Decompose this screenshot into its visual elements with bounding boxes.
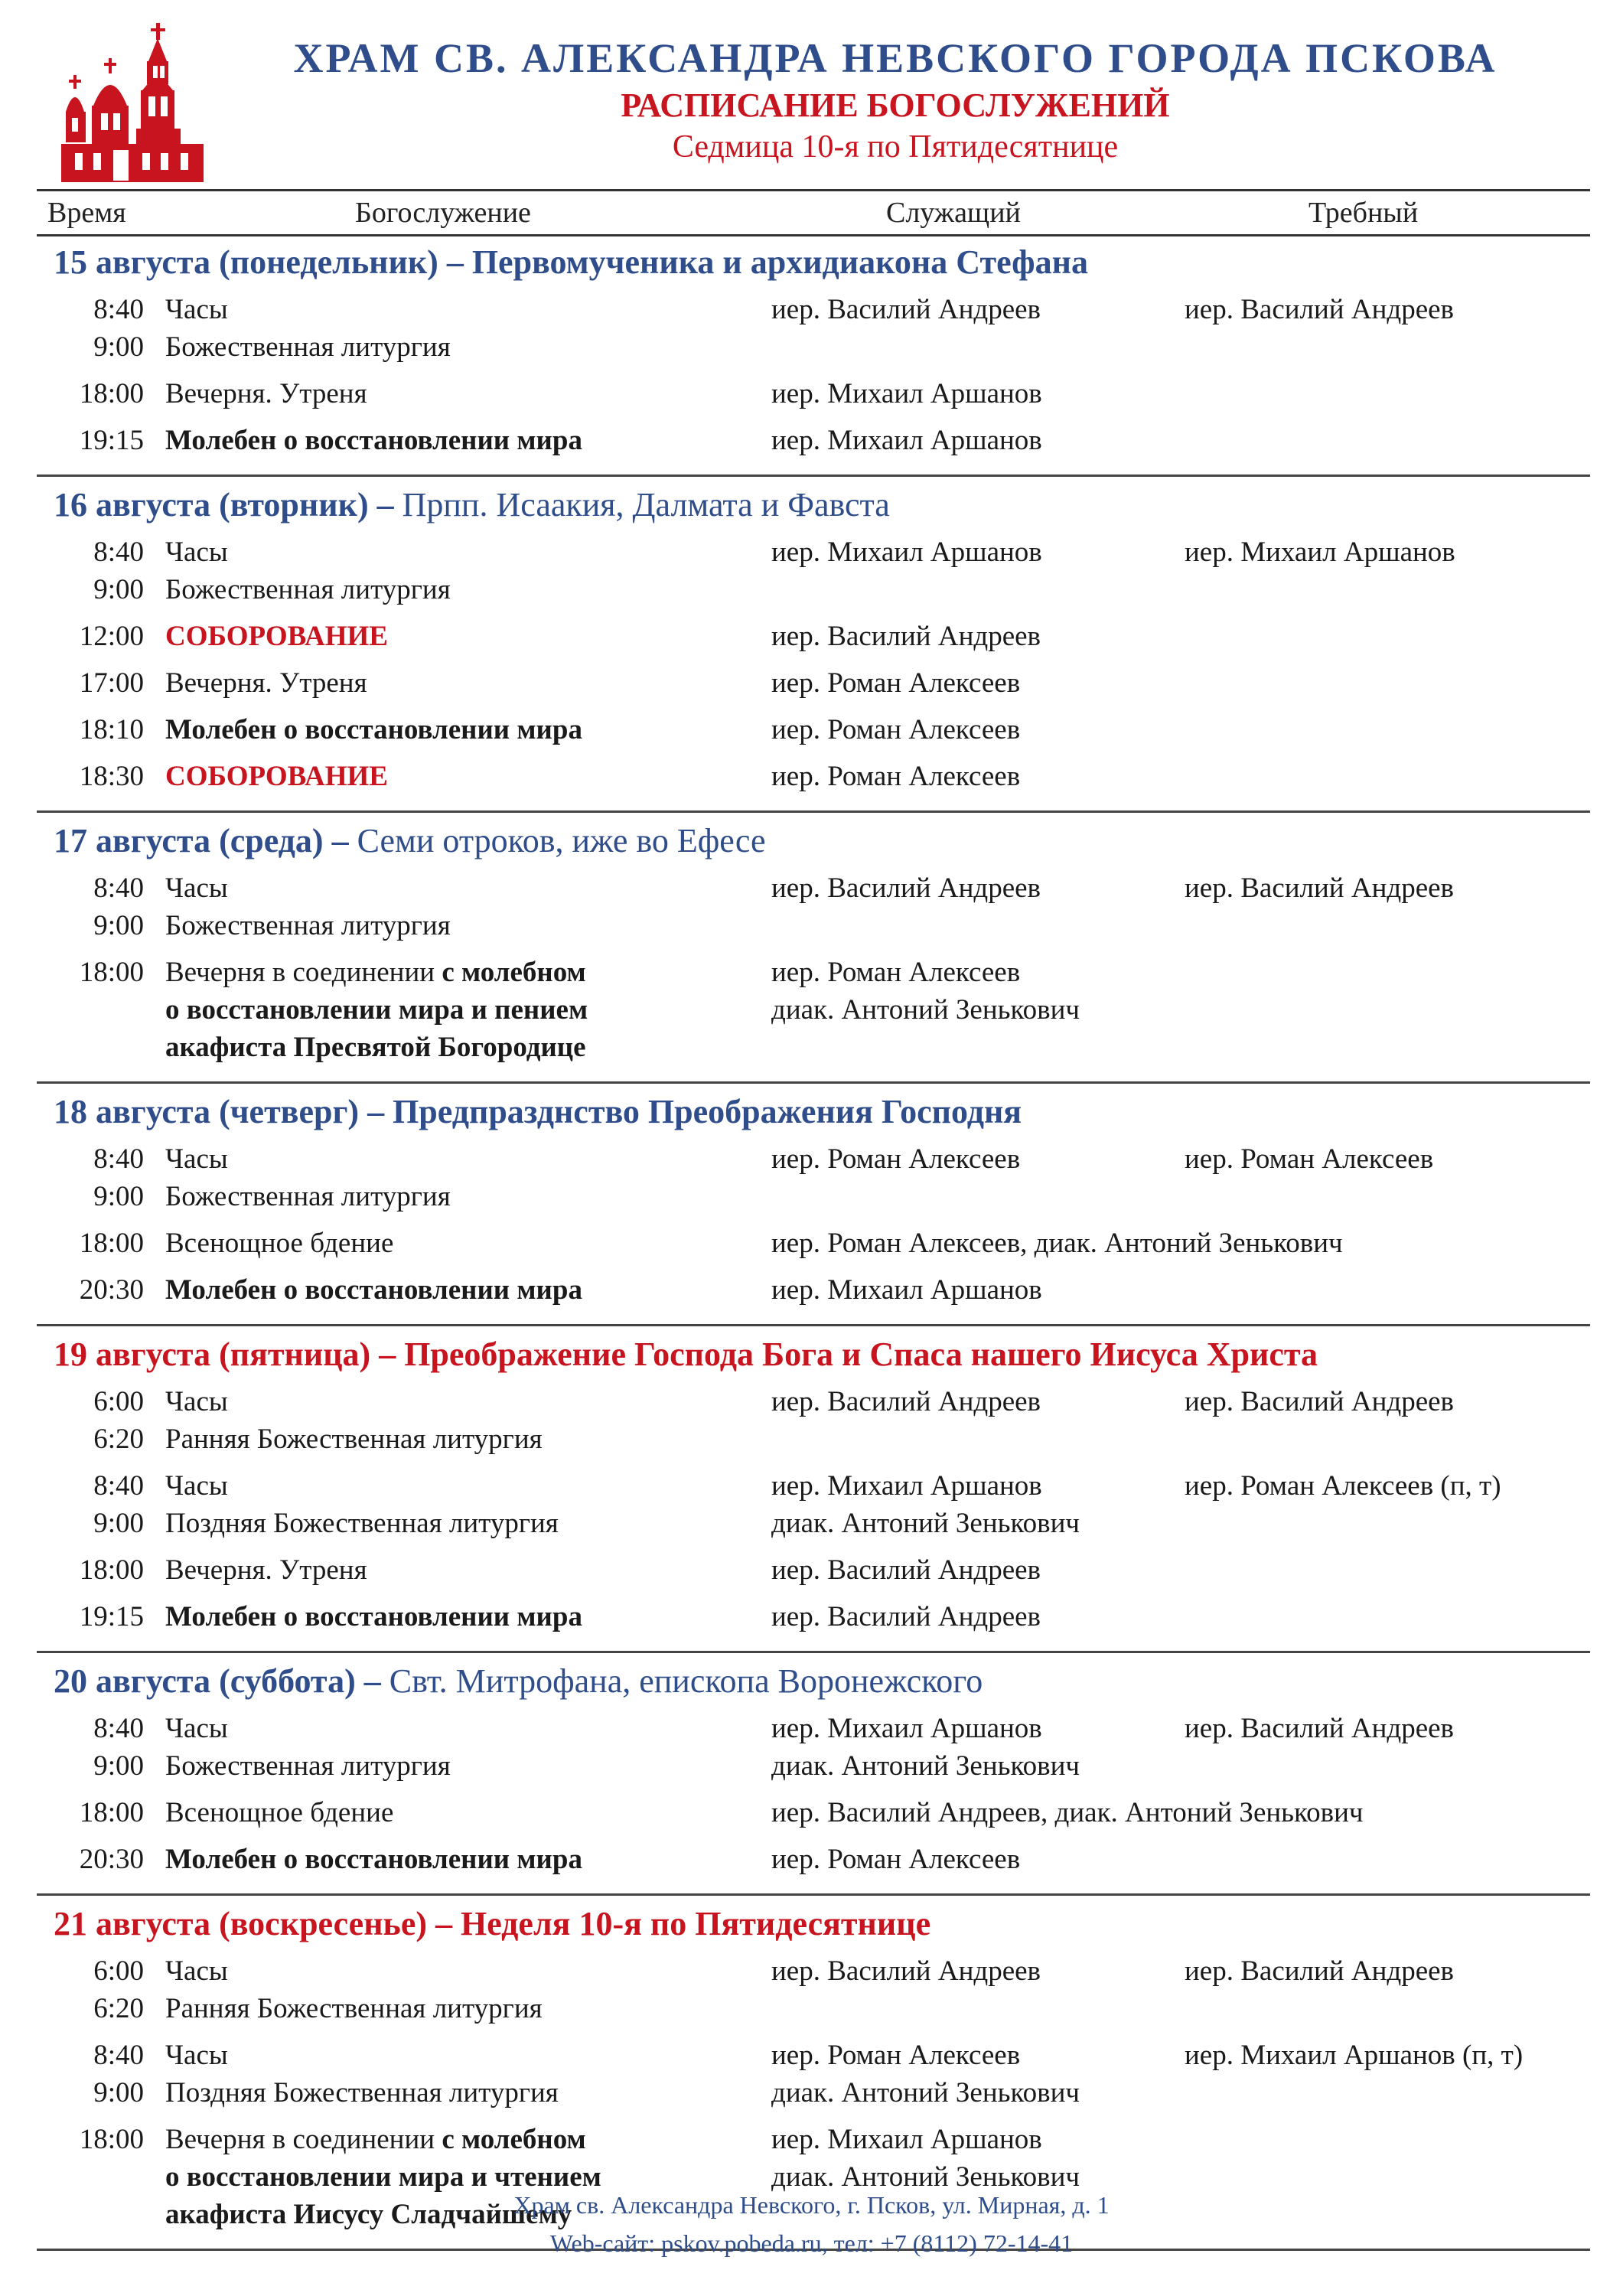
service-name (165, 1747, 451, 1785)
service-name-text: Поздняя Божественная литургия (165, 2077, 559, 2108)
service-entry (37, 869, 1590, 944)
day-section (37, 813, 1590, 1084)
service-line (37, 954, 1590, 991)
day-title (37, 1653, 1590, 1708)
requiem-priest: иер. Роман Алексеев (1185, 1143, 1434, 1175)
day-title (37, 477, 1590, 532)
service-time: 8:40 (93, 872, 144, 904)
service-entry (37, 1467, 1590, 1542)
service-time: 20:30 (79, 1844, 144, 1875)
service-entry (37, 1710, 1590, 1785)
service-name (165, 2037, 228, 2074)
service-name (165, 1029, 586, 1066)
service-line (37, 1271, 1590, 1309)
day-title (37, 1896, 1590, 1951)
service-line (37, 571, 1590, 608)
requiem-priest: иер. Михаил Аршанов (1185, 536, 1455, 568)
service-name-text: Вечерня. Утреня (165, 378, 367, 409)
service-name-text: Молебен о восстановлении мира (165, 714, 582, 745)
celebrant-name: иер. Роман Алексеев (771, 957, 1021, 988)
service-time: 18:00 (79, 1554, 144, 1586)
service-name-text: Ранняя Божественная литургия (165, 1993, 543, 2024)
service-name (165, 1551, 367, 1589)
service-line (37, 1140, 1590, 1178)
day-date: 16 августа (вторник) (54, 486, 369, 523)
service-name (165, 1952, 228, 1990)
celebrant-name: диак. Антоний Зенькович (771, 1508, 1080, 1539)
service-time: 9:00 (93, 910, 144, 941)
service-name (165, 2121, 586, 2158)
service-line (37, 1747, 1590, 1785)
requiem-priest: иер. Роман Алексеев (п, т) (1185, 1470, 1501, 1502)
service-name-text: СОБОРОВАНИЕ (165, 761, 388, 792)
service-entry (37, 1952, 1590, 2027)
service-entry (37, 1551, 1590, 1589)
day-dash: – (427, 1905, 461, 1942)
service-time: 18:00 (79, 1797, 144, 1828)
service-name (165, 758, 388, 795)
service-name-text: Часы (165, 536, 228, 568)
service-name (165, 1383, 228, 1420)
service-name-text: Вечерня. Утреня (165, 1554, 367, 1586)
service-name-text: Божественная литургия (165, 910, 451, 941)
service-entry (37, 711, 1590, 748)
service-time: 18:00 (79, 378, 144, 409)
service-entry (37, 1841, 1590, 1878)
celebrant-name: иер. Василий Андреев (771, 621, 1041, 652)
service-name (165, 1225, 393, 1262)
day-feast: Неделя 10-я по Пятидесятнице (461, 1905, 931, 1942)
service-time: 18:00 (79, 2124, 144, 2155)
service-name-text: Часы (165, 872, 228, 904)
service-name (165, 571, 451, 608)
service-time: 18:00 (79, 1228, 144, 1259)
celebrant-name: иер. Василий Андреев (771, 1554, 1041, 1586)
service-name-text: Божественная литургия (165, 1750, 451, 1782)
service-name-text: Всенощное бдение (165, 1797, 394, 1828)
celebrant-name: иер. Роман Алексеев (771, 2040, 1021, 2071)
service-name (165, 1505, 559, 1542)
service-line (37, 1383, 1590, 1420)
week-title: Седмица 10-я по Пятидесятнице (672, 129, 1119, 165)
day-section (37, 234, 1590, 477)
service-time: 12:00 (79, 621, 144, 652)
day-dash: – (359, 1093, 393, 1130)
day-title (37, 813, 1590, 868)
service-line (37, 1467, 1590, 1505)
day-date: 15 августа (понедельник) (54, 243, 438, 281)
day-date: 19 августа (пятница) (54, 1336, 371, 1373)
service-name (165, 1990, 543, 2027)
service-name-bold: с молебном (442, 957, 586, 988)
service-entry (37, 422, 1590, 459)
service-time: 8:40 (93, 1713, 144, 1744)
service-name (165, 533, 228, 571)
celebrant-name: иер. Михаил Аршанов (771, 1274, 1042, 1306)
service-time: 17:00 (79, 667, 144, 699)
service-time: 8:40 (93, 1143, 144, 1175)
service-name-text: Часы (165, 294, 228, 325)
day-feast: Первомученика и архидиакона Стефана (471, 243, 1088, 281)
celebrant-name: иер. Михаил Аршанов (771, 1470, 1042, 1502)
service-line (37, 1710, 1590, 1747)
column-header-service: Богослужение (355, 197, 531, 229)
service-name (165, 664, 367, 702)
requiem-priest: иер. Михаил Аршанов (п, т) (1185, 2040, 1524, 2071)
celebrant-name: иер. Роман Алексеев (771, 761, 1021, 792)
service-time: 6:00 (93, 1955, 144, 1987)
service-name (165, 1140, 228, 1178)
service-name (165, 1178, 451, 1215)
service-time: 6:20 (93, 1424, 144, 1455)
service-entry (37, 1794, 1590, 1831)
service-line (37, 758, 1590, 795)
service-time: 8:40 (93, 536, 144, 568)
celebrant-name: диак. Антоний Зенькович (771, 1750, 1080, 1782)
day-date: 17 августа (среда) (54, 822, 324, 859)
service-line (37, 1952, 1590, 1990)
service-name (165, 954, 586, 991)
service-time: 9:00 (93, 574, 144, 605)
service-name-text: Всенощное бдение (165, 1228, 394, 1259)
service-line (37, 422, 1590, 459)
service-line (37, 1225, 1590, 1262)
service-line (37, 2037, 1590, 2074)
requiem-priest: иер. Василий Андреев (1185, 294, 1455, 325)
service-line (37, 618, 1590, 655)
service-line (37, 291, 1590, 328)
service-name (165, 1710, 228, 1747)
service-time: 20:30 (79, 1274, 144, 1306)
column-header-time: Время (47, 197, 126, 229)
service-name-text: Божественная литургия (165, 331, 451, 363)
service-name-text: Часы (165, 1955, 228, 1987)
day-dash: – (368, 486, 402, 523)
day-dash: – (370, 1336, 405, 1373)
celebrant-name: иер. Михаил Аршанов (771, 425, 1042, 456)
service-name-bold: о восстановлении мира и чтением (165, 2161, 601, 2193)
service-time: 8:40 (93, 2040, 144, 2071)
service-line (37, 1794, 1590, 1831)
day-section (37, 477, 1590, 813)
service-entry (37, 375, 1590, 413)
service-name-bold: с молебном (442, 2124, 586, 2155)
service-line (37, 2121, 1590, 2158)
requiem-priest: иер. Василий Андреев (1185, 1386, 1455, 1417)
service-entry (37, 1383, 1590, 1458)
service-name (165, 869, 228, 907)
service-name-text: Молебен о восстановлении мира (165, 1844, 582, 1875)
day-title (37, 234, 1590, 289)
celebrant-name: иер. Василий Андреев (771, 1601, 1041, 1632)
service-entry (37, 1598, 1590, 1636)
service-line (37, 375, 1590, 413)
day-date: 21 августа (воскресенье) (54, 1905, 427, 1942)
service-time: 6:00 (93, 1386, 144, 1417)
service-name (165, 1794, 393, 1831)
service-name-bold: акафиста Пресвятой Богородице (165, 1032, 586, 1063)
service-line (37, 1990, 1590, 2027)
celebrant-name: иер. Роман Алексеев (771, 714, 1021, 745)
celebrant-name: иер. Василий Андреев (771, 1955, 1041, 1987)
day-feast: Прпп. Исаакия, Далмата и Фавста (402, 486, 890, 523)
service-line (37, 711, 1590, 748)
service-time: 6:20 (93, 1993, 144, 2024)
service-line (37, 328, 1590, 366)
service-name (165, 375, 367, 413)
celebrant-name: иер. Василий Андреев (771, 1386, 1041, 1417)
celebrant-name: иер. Михаил Аршанов (771, 536, 1042, 568)
celebrant-name: иер. Михаил Аршанов (771, 2124, 1042, 2155)
service-line (37, 1505, 1590, 1542)
service-name (165, 991, 588, 1029)
church-name: ХРАМ СВ. АЛЕКСАНДРА НЕВСКОГО ГОРОДА ПСКОВА (293, 35, 1498, 81)
requiem-priest: иер. Василий Андреев (1185, 1955, 1455, 1987)
celebrant-name: иер. Василий Андреев (771, 294, 1041, 325)
service-entry (37, 1140, 1590, 1215)
service-line (37, 2074, 1590, 2112)
day-title (37, 1084, 1590, 1139)
service-time: 9:00 (93, 1508, 144, 1539)
service-time: 9:00 (93, 1181, 144, 1212)
service-name-text: Божественная литургия (165, 1181, 451, 1212)
service-name (165, 907, 451, 944)
service-name-text: Часы (165, 1386, 228, 1417)
service-line (37, 1598, 1590, 1636)
column-header-requiem: Требный (1309, 197, 1419, 229)
service-line (37, 991, 1590, 1029)
service-line (37, 869, 1590, 907)
service-entry (37, 954, 1590, 1066)
service-time: 18:30 (79, 761, 144, 792)
schedule-table (37, 234, 1590, 2251)
service-name-text: Часы (165, 1470, 228, 1502)
service-name (165, 1467, 228, 1505)
service-time: 9:00 (93, 1750, 144, 1782)
service-name (165, 328, 451, 366)
requiem-priest: иер. Василий Андреев (1185, 872, 1455, 904)
service-time: 8:40 (93, 294, 144, 325)
day-feast: Преображение Господа Бога и Спаса нашего Иисуса Христа (404, 1336, 1318, 1373)
service-name-text: Часы (165, 2040, 228, 2071)
service-line (37, 1029, 1590, 1066)
church-logo-icon (60, 21, 205, 184)
service-name-text: Ранняя Божественная литургия (165, 1424, 543, 1455)
service-name (165, 291, 228, 328)
day-date: 20 августа (суббота) (54, 1662, 356, 1700)
service-name-bold: о восстановлении мира и пением (165, 994, 588, 1026)
column-headers (37, 189, 1590, 236)
celebrant-name: иер. Михаил Аршанов (771, 1713, 1042, 1744)
celebrant-name: иер. Роман Алексеев (771, 1143, 1021, 1175)
service-name-text: Вечерня в соединении (165, 2124, 442, 2155)
service-name-text: Поздняя Божественная литургия (165, 1508, 559, 1539)
service-entry (37, 758, 1590, 795)
service-line (37, 664, 1590, 702)
service-name (165, 2074, 559, 2112)
day-dash: – (323, 822, 357, 859)
title-block (214, 34, 1576, 167)
celebrant-name: иер. Роман Алексеев, диак. Антоний Зенькович (771, 1228, 1343, 1259)
service-entry (37, 533, 1590, 608)
service-entry (37, 1225, 1590, 1262)
service-name (165, 422, 582, 459)
service-time: 18:10 (79, 714, 144, 745)
page-footer (0, 2186, 1623, 2262)
service-name (165, 1598, 582, 1636)
service-line (37, 1178, 1590, 1215)
service-name-text: Часы (165, 1713, 228, 1744)
celebrant-name: иер. Михаил Аршанов (771, 378, 1042, 409)
service-entry (37, 1271, 1590, 1309)
service-name (165, 1841, 582, 1878)
day-section (37, 1326, 1590, 1653)
column-header-celebrant: Служащий (886, 197, 1021, 229)
day-feast: Предпразднство Преображения Господня (393, 1093, 1022, 1130)
celebrant-name: иер. Василий Андреев (771, 872, 1041, 904)
service-time: 19:15 (79, 1601, 144, 1632)
day-section (37, 1653, 1590, 1896)
service-name (165, 618, 388, 655)
service-name-text: Часы (165, 1143, 228, 1175)
celebrant-name: диак. Антоний Зенькович (771, 994, 1080, 1026)
celebrant-name: иер. Роман Алексеев (771, 1844, 1021, 1875)
day-feast: Семи отроков, иже во Ефесе (357, 822, 766, 859)
day-date: 18 августа (четверг) (54, 1093, 360, 1130)
service-entry (37, 664, 1590, 702)
service-name-text: СОБОРОВАНИЕ (165, 621, 388, 652)
service-name-text: Молебен о восстановлении мира (165, 1601, 582, 1632)
service-time: 18:00 (79, 957, 144, 988)
day-section (37, 1084, 1590, 1326)
service-line (37, 533, 1590, 571)
service-line (37, 1551, 1590, 1589)
service-entry (37, 618, 1590, 655)
service-time: 9:00 (93, 2077, 144, 2108)
footer-contacts: Web-сайт: pskov.pobeda.ru, тел: +7 (8112) 72-14-41 (549, 2229, 1074, 2257)
day-dash: – (438, 243, 472, 281)
service-name (165, 1420, 543, 1458)
service-entry (37, 291, 1590, 366)
day-dash: – (355, 1662, 389, 1700)
service-line (37, 1841, 1590, 1878)
service-name-text: Молебен о восстановлении мира (165, 1274, 582, 1306)
day-title (37, 1326, 1590, 1381)
service-name (165, 711, 582, 748)
celebrant-name: диак. Антоний Зенькович (771, 2077, 1080, 2108)
celebrant-name: диак. Антоний Зенькович (771, 2161, 1080, 2193)
celebrant-name: иер. Василий Андреев, диак. Антоний Зенькович (771, 1797, 1364, 1828)
requiem-priest: иер. Василий Андреев (1185, 1713, 1455, 1744)
page-header (0, 0, 1623, 188)
service-time: 19:15 (79, 425, 144, 456)
service-name-text: Молебен о восстановлении мира (165, 425, 582, 456)
service-line (37, 907, 1590, 944)
day-feast: Свт. Митрофана, епископа Воронежского (389, 1662, 983, 1700)
service-line (37, 1420, 1590, 1458)
service-entry (37, 2037, 1590, 2112)
service-name-bold: акафиста Иисусу Сладчайшему (165, 2199, 572, 2230)
celebrant-name: иер. Роман Алексеев (771, 667, 1021, 699)
service-time: 9:00 (93, 331, 144, 363)
service-name-text: Вечерня в соединении (165, 957, 442, 988)
schedule-title: РАСПИСАНИЕ БОГОСЛУЖЕНИЙ (621, 86, 1170, 124)
service-name (165, 1271, 582, 1309)
service-name-text: Божественная литургия (165, 574, 451, 605)
service-time: 8:40 (93, 1470, 144, 1502)
footer-address: Храм св. Александра Невского, г. Псков, ул. Мирная, д. 1 (513, 2191, 1110, 2219)
service-name-text: Вечерня. Утреня (165, 667, 367, 699)
